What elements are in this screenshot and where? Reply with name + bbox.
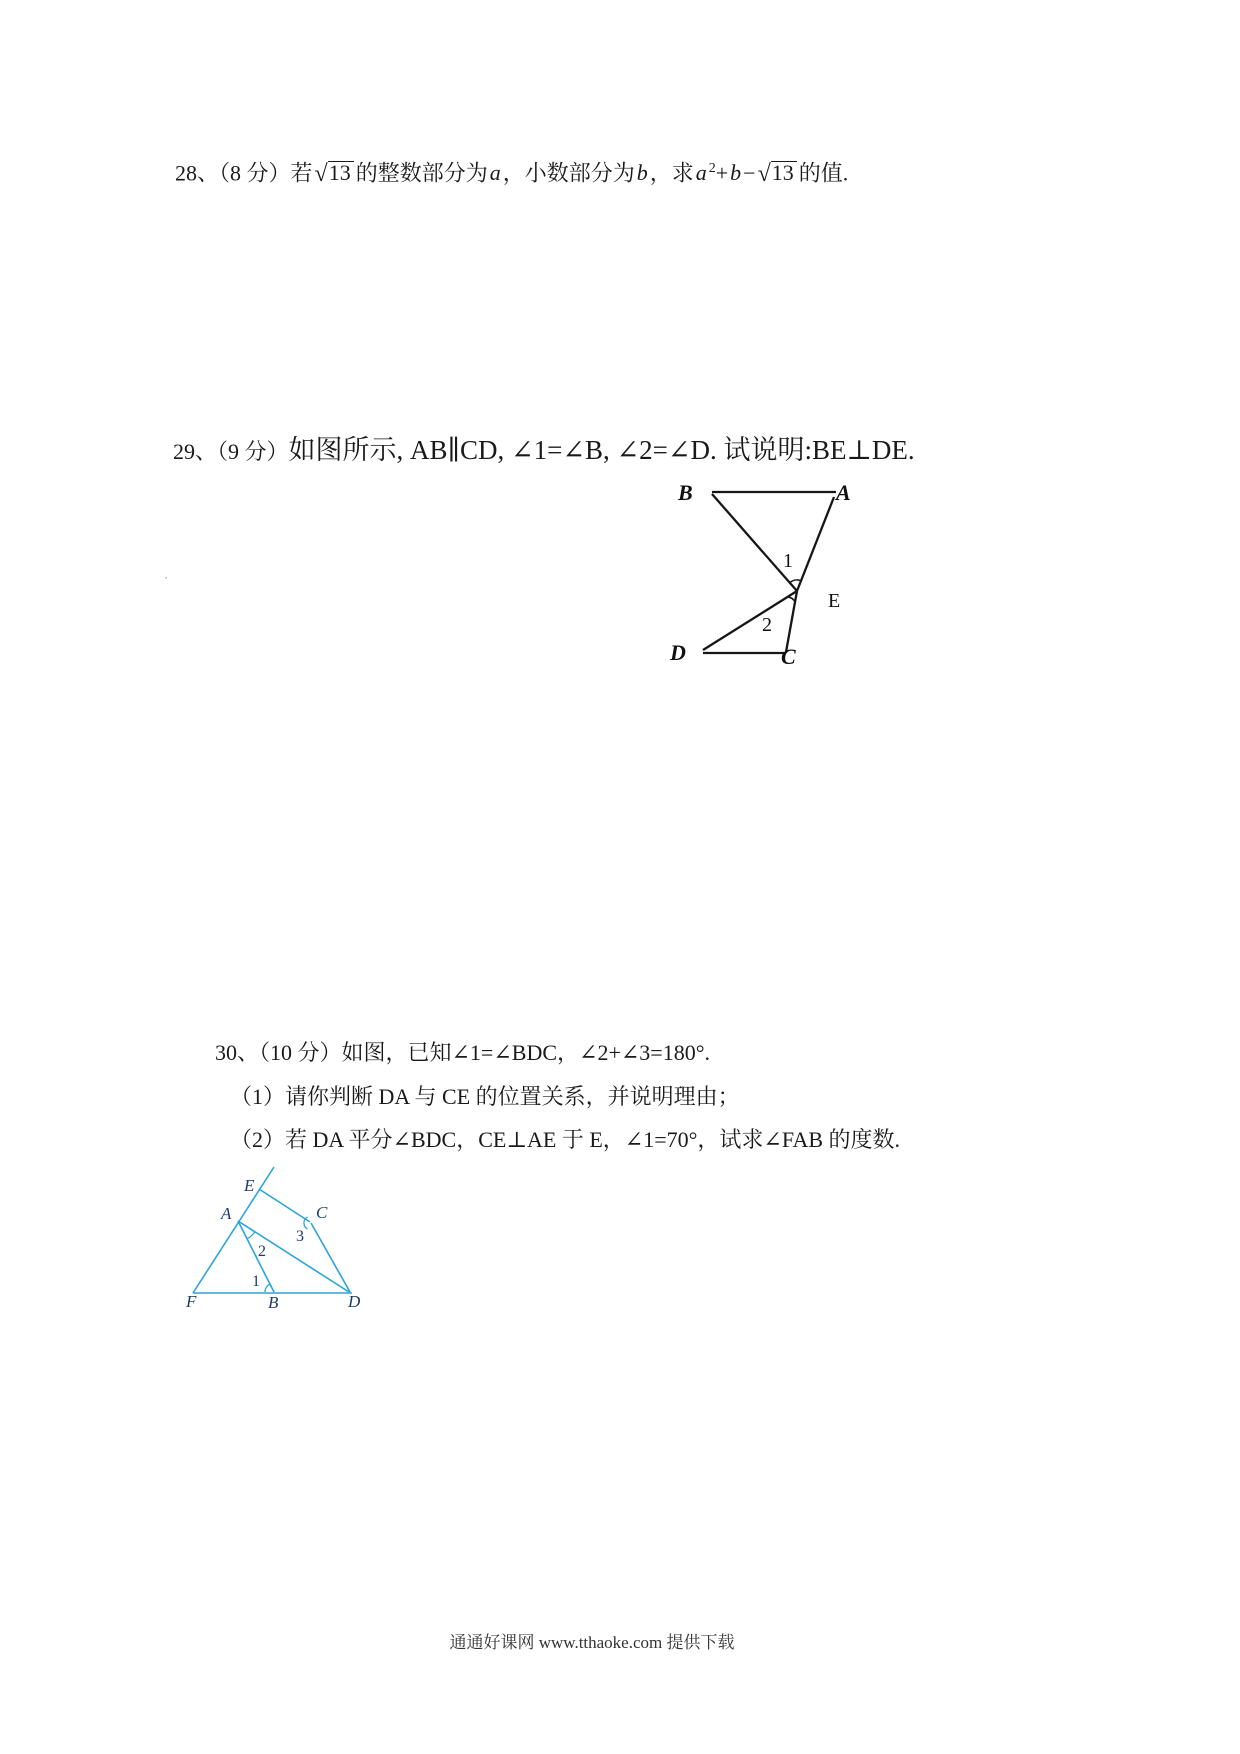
- point-label-E: E: [244, 1176, 255, 1195]
- q28-mid1: 的整数部分为: [355, 160, 488, 186]
- angle-2-arc: [247, 1232, 255, 1239]
- angle-1-label: 1: [252, 1273, 260, 1290]
- question-28-text: [175, 152, 848, 190]
- variable-a: a: [489, 160, 501, 186]
- point-label-D: D: [670, 640, 686, 665]
- point-label-A: A: [836, 480, 851, 505]
- expr-plus: +: [715, 160, 729, 186]
- question-30-part-1: （1）请你判断 DA 与 CE 的位置关系，并说明理由；: [230, 1084, 740, 1109]
- q28-tail: 的值.: [798, 160, 849, 186]
- angle-2-arc: [788, 597, 795, 602]
- angle-2-label: 2: [762, 614, 772, 636]
- point-label-B: B: [678, 480, 693, 505]
- angle-2-label: 2: [258, 1243, 266, 1260]
- segment-BE: [712, 494, 797, 591]
- variable-b: b: [636, 160, 648, 186]
- angle-1-arc: [265, 1284, 270, 1292]
- radical-sign: √: [314, 161, 328, 188]
- stray-mark: ·: [164, 570, 169, 585]
- q28-mid2: ，小数部分为: [502, 160, 635, 186]
- question-30-part-2: （2）若 DA 平分∠BDC，CE⊥AE 于 E，∠1=70°，试求∠FAB 的度数.: [230, 1127, 901, 1152]
- point-label-D: D: [348, 1292, 361, 1311]
- angle-3-label: 3: [296, 1228, 304, 1245]
- q29-prefix: 29、（9 分）: [173, 439, 289, 464]
- footer-download-note: 通通好课网 www.tthaoke.com 提供下载: [449, 1633, 735, 1652]
- segment-EC: [786, 591, 797, 652]
- expr-minus: −: [743, 160, 756, 186]
- expr-a: a: [695, 160, 707, 186]
- radical-sign: √: [757, 161, 771, 188]
- figure-question-30: [160, 1160, 405, 1315]
- question-30-text: 30、（10 分）如图，已知∠1=∠BDC，∠2+∠3=180°.: [215, 1040, 710, 1065]
- figure-question-29: [660, 470, 870, 675]
- segment-EC: [259, 1189, 310, 1222]
- expr-b: b: [730, 160, 742, 186]
- segment-ED: [703, 591, 797, 650]
- sqrt-13-radical-2: [758, 156, 797, 190]
- segment-AE: [797, 497, 834, 591]
- q28-prefix: 28、（8 分）若: [175, 160, 313, 186]
- sqrt-13-radical: [315, 156, 354, 190]
- radicand: 13: [328, 161, 354, 184]
- point-label-F: F: [186, 1292, 197, 1311]
- q28-mid3: ，求: [649, 160, 694, 186]
- point-label-A: A: [221, 1204, 232, 1223]
- angle-1-label: 1: [783, 550, 793, 572]
- segment-CD: [311, 1223, 350, 1292]
- q29-body: 如图所示, AB∥CD, ∠1=∠B, ∠2=∠D. 试说明:BE⊥DE.: [288, 435, 915, 465]
- radicand: 13: [771, 161, 797, 184]
- point-label-E: E: [828, 590, 841, 612]
- point-label-C: C: [781, 644, 796, 669]
- ray-F-through-A-to-E: [193, 1167, 274, 1293]
- question-29-text: [173, 428, 915, 467]
- expr-exponent: 2: [708, 161, 716, 176]
- point-label-C: C: [316, 1203, 328, 1222]
- point-label-B: B: [268, 1293, 279, 1312]
